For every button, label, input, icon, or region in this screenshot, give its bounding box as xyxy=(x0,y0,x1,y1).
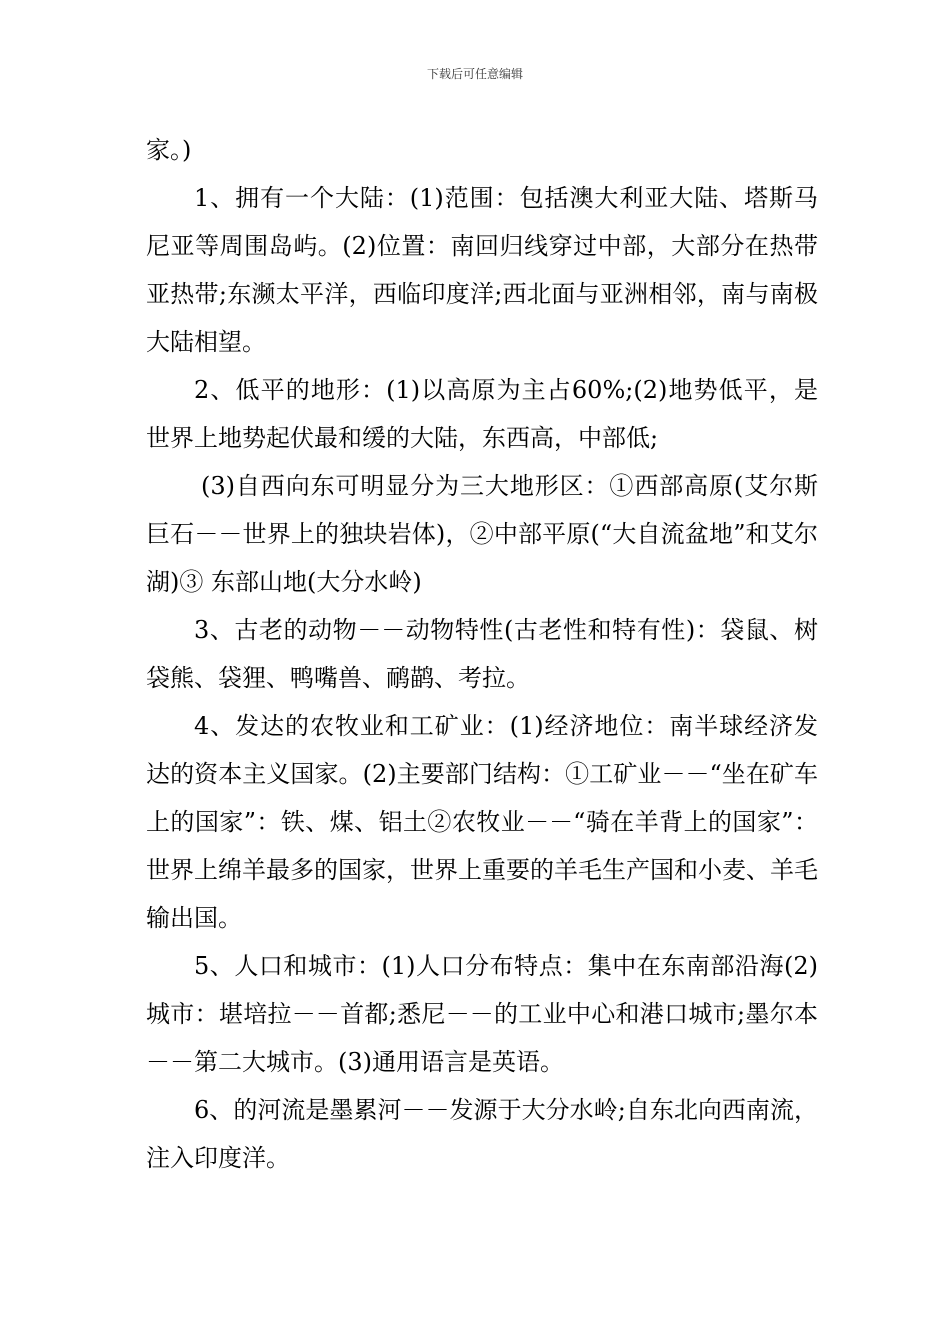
paragraph-3-animals: 3、古老的动物－－动物特性(古老性和特有性)：袋鼠、树袋熊、袋狸、鸭嘴兽、鸸鹋、考拉。 xyxy=(146,616,818,692)
paragraph-5-population-cities: 5、人口和城市：(1)人口分布特点：集中在东南部沿海(2)城市：堪培拉－－首都;悉尼－－的工业中心和港口城市;墨尔本－－第二大城市。(3)通用语言是英语。 xyxy=(146,952,818,1076)
paragraph-2-terrain: 2、低平的地形：(1)以高原为主占60%;(2)地势低平，是世界上地势起伏最和缓的大陆，东西高，中部低; xyxy=(146,376,818,452)
paragraph-4-agriculture-mining: 4、发达的农牧业和工矿业：(1)经济地位：南半球经济发达的资本主义国家。(2)主要部门结构：①工矿业－－“坐在矿车上的国家”：铁、煤、铝土②农牧业－－“骑在羊背上的国家”：世界上绵羊最多的国家，世界上重要的羊毛生产国和小麦、羊毛输出国。 xyxy=(146,712,818,932)
paragraph-continuation: 家。) xyxy=(146,136,192,164)
paragraph-1-continent: 1、拥有一个大陆：(1)范围：包括澳大利亚大陆、塔斯马尼亚等周围岛屿。(2)位置：南回归线穿过中部，大部分在热带亚热带;东濒太平洋，西临印度洋;西北面与亚洲相邻，南与南极大陆相望。 xyxy=(146,184,818,356)
paragraph-6-rivers: 6、的河流是墨累河－－发源于大分水岭;自东北向西南流，注入印度洋。 xyxy=(146,1096,818,1172)
header-note: 下载后可任意编辑 xyxy=(426,67,523,81)
paragraph-2-landform-regions: (3)自西向东可明显分为三大地形区：①西部高原(艾尔斯巨石－－世界上的独块岩体)，②中部平原(“大自流盆地”和艾尔湖)③ 东部山地(大分水岭) xyxy=(146,472,818,596)
document-body xyxy=(146,126,818,1182)
